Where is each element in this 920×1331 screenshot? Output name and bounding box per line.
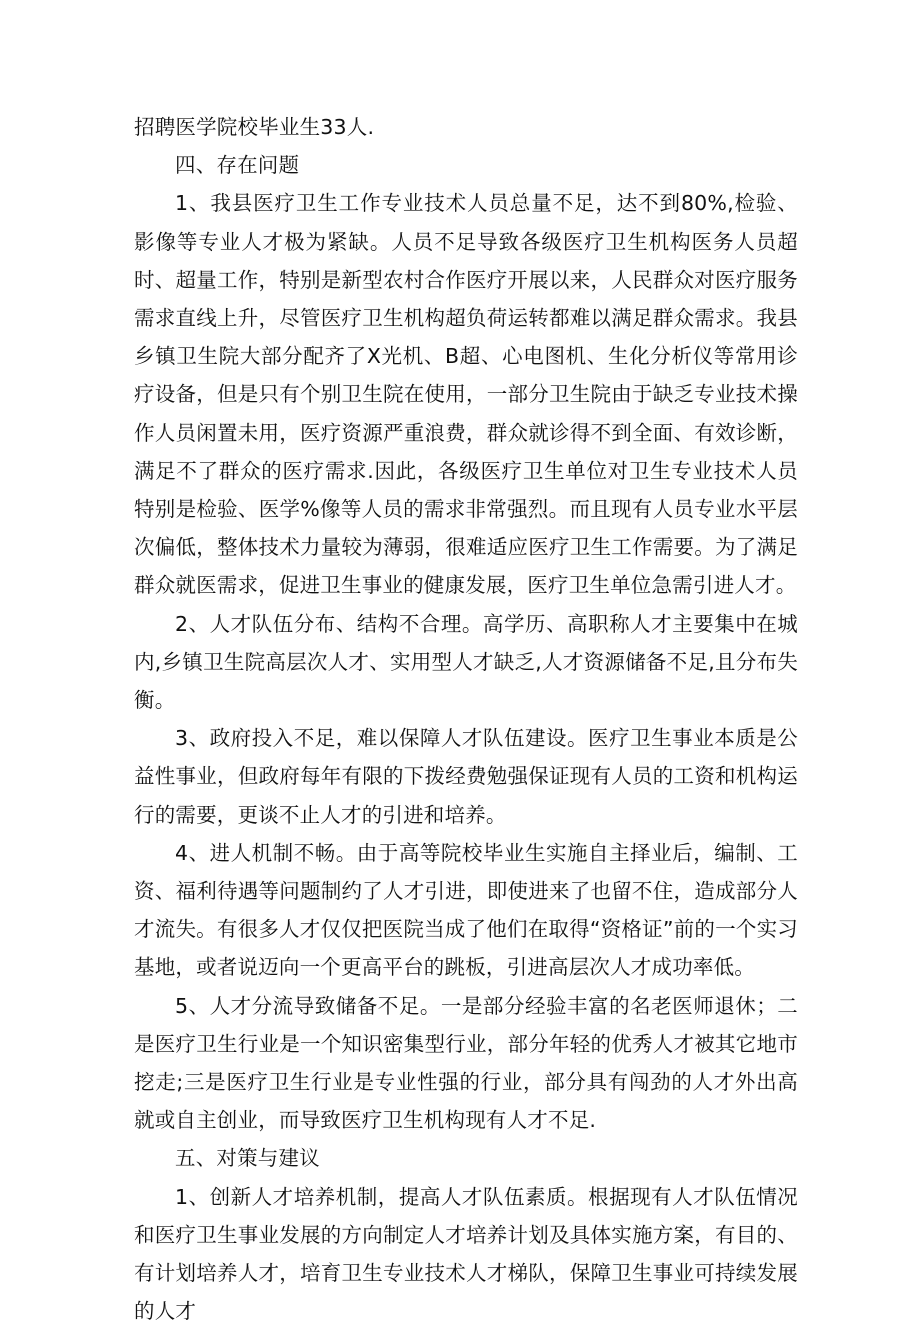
paragraph-issue-4: 4、进人机制不畅。由于高等院校毕业生实施自主择业后，编制、工资、福利待遇等问题制约了人才引进，即使进来了也留不住，造成部分人才流失。有很多人才仅仅把医院当成了他们在取得“资格证”前的一个实习基地，或者说迈向一个更高平台的跳板，引进高层次人才成功率低。 <box>134 840 798 980</box>
paragraph-issue-2: 2、人才队伍分布、结构不合理。高学历、高职称人才主要集中在城内,乡镇卫生院高层次人才、实用型人才缺乏,人才资源储备不足,且分布失衡。 <box>134 611 798 713</box>
paragraph-issue-3: 3、政府投入不足，难以保障人才队伍建设。医疗卫生事业本质是公益性事业，但政府每年有限的下拨经费勉强保证现有人员的工资和机构运行的需要，更谈不止人才的引进和培养。 <box>134 726 798 827</box>
paragraph-suggestion-1: 1、创新人才培养机制，提高人才队伍素质。根据现有人才队伍情况和医疗卫生事业发展的方向制定人才培养计划及具体实施方案，有目的、有计划培养人才，培育卫生专业技术人才梯队，保障卫生事业可持续发展的人才 <box>134 1184 798 1324</box>
section-heading-issues: 四、存在问题 <box>175 153 300 178</box>
paragraph-issue-1: 1、我县医疗卫生工作专业技术人员总量不足，达不到80%,检验、影像等专业人才极为紧缺。人员不足导致各级医疗卫生机构医务人员超时、超量工作，特别是新型农村合作医疗开展以来，人民群众对医疗服务需求直线上升，尽管医疗卫生机构超负荷运转都难以满足群众需求。我县乡镇卫生院大部分配齐了X光机、B超、心电图机、生化分析仪等常用诊疗设备，但是只有个别卫生院在使用，一部分卫生院由于缺乏专业技术操作人员闲置未用，医疗资源严重浪费，群众就诊得不到全面、有效诊断，满足不了群众的医疗需求.因此，各级医疗卫生单位对卫生专业技术人员特别是检验、医学%像等人员的需求非常强烈。而且现有人员专业水平层次偏低，整体技术力量较为薄弱，很难适应医疗卫生工作需要。为了满足群众就医需求，促进卫生事业的健康发展，医疗卫生单位急需引进人才。 <box>134 191 798 598</box>
document-body <box>134 108 798 1331</box>
paragraph-issue-5: 5、人才分流导致储备不足。一是部分经验丰富的名老医师退休；二是医疗卫生行业是一个知识密集型行业，部分年轻的优秀人才被其它地市挖走;三是医疗卫生行业是专业性强的行业，部分具有闯劲的人才外出高就或自主创业，而导致医疗卫生机构现有人才不足. <box>134 993 798 1133</box>
section-heading-suggestions: 五、对策与建议 <box>175 1146 320 1171</box>
paragraph-continuation: 招聘医学院校毕业生33人. <box>134 115 375 139</box>
